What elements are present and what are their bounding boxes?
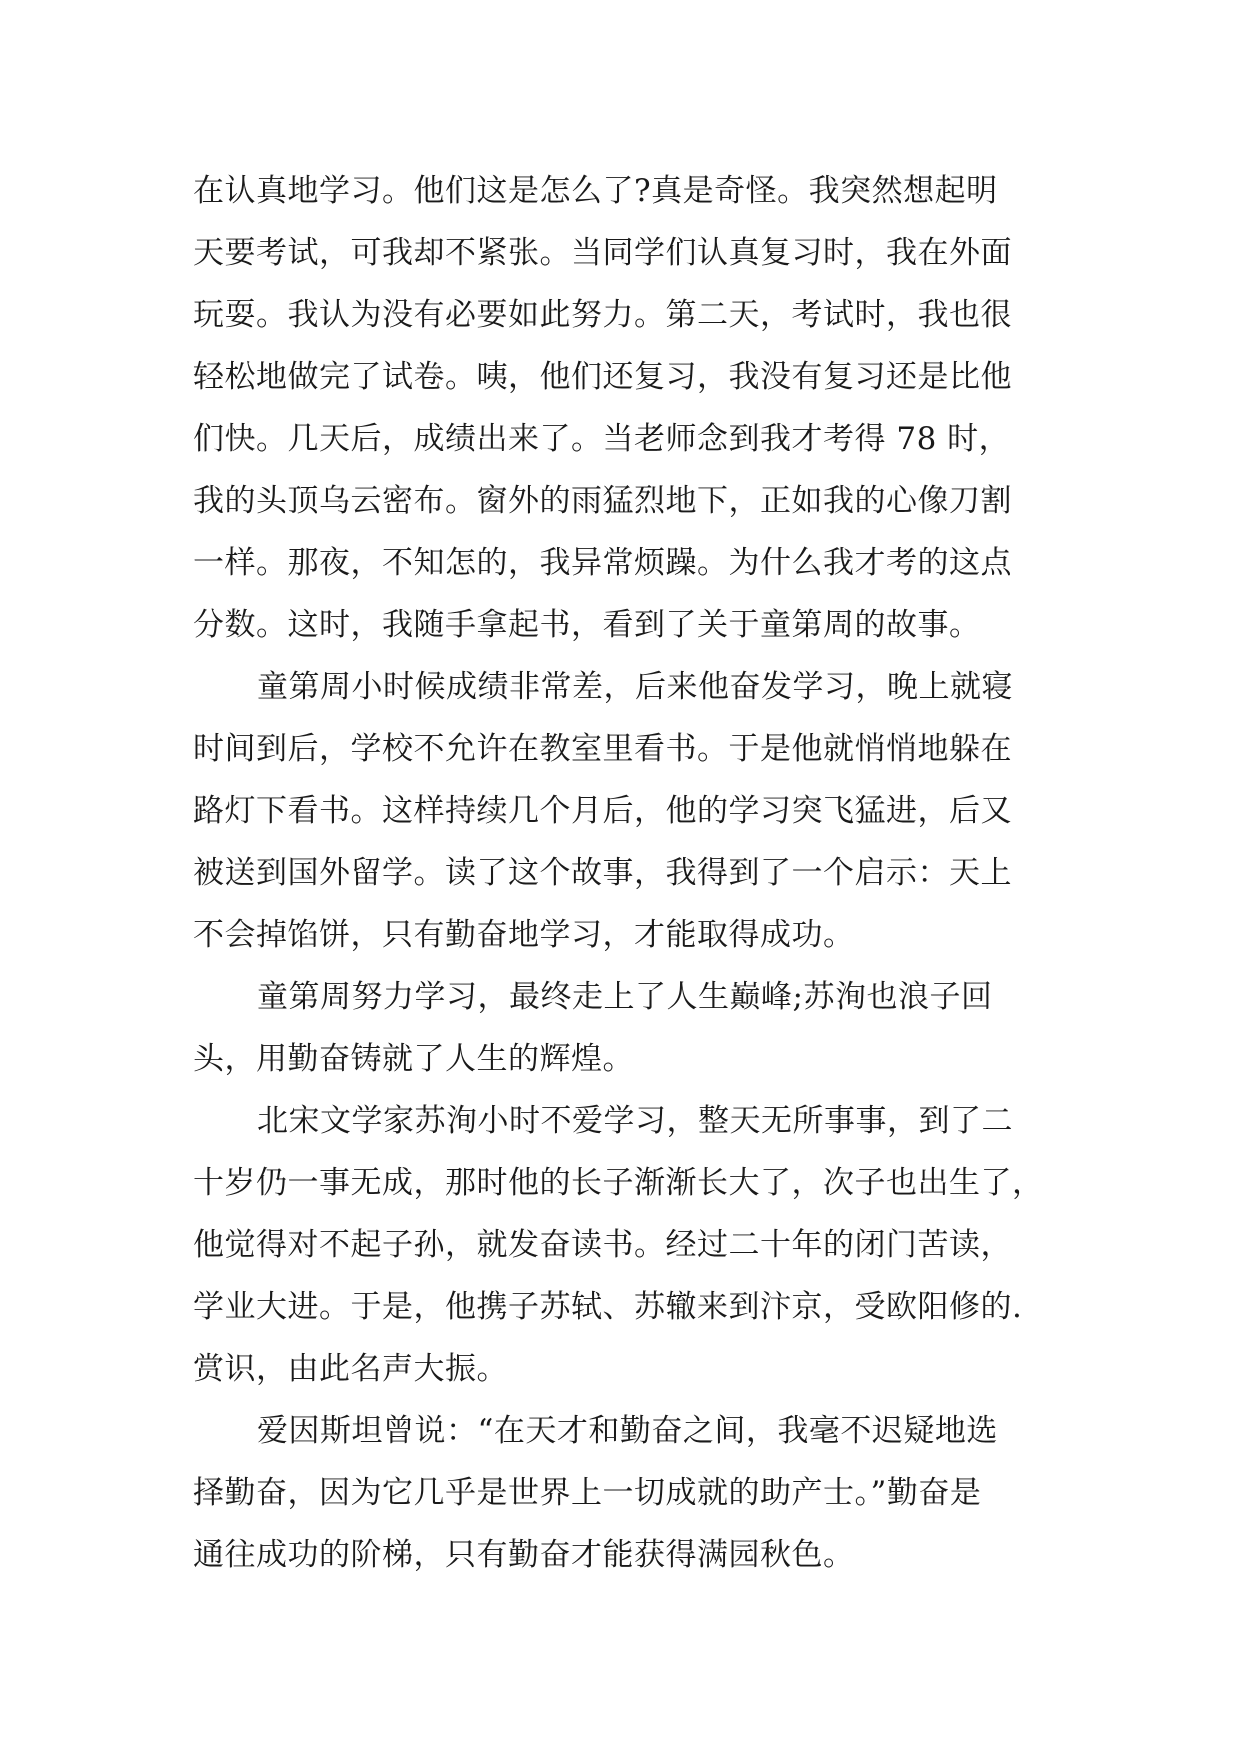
paragraph-start-line: 童第周努力学习，最终走上了人生巅峰;苏洵也浪子回 xyxy=(257,979,993,1015)
text-line: 我的头顶乌云密布。窗外的雨猛烈地下，正如我的心像刀割 xyxy=(193,483,1012,519)
text-line: 十岁仍一事无成，那时他的长子渐渐长大了，次子也出生了， xyxy=(193,1165,1044,1201)
text-line: 头，用勤奋铸就了人生的辉煌。 xyxy=(193,1041,634,1077)
text-line: 择勤奋，因为它几乎是世界上一切成就的助产士。”勤奋是 xyxy=(193,1475,982,1511)
text-line: 学业大进。于是，他携子苏轼、苏辙来到汴京，受欧阳修的. xyxy=(193,1289,1023,1325)
paragraph-start-line: 爱因斯坦曾说：“在天才和勤奋之间，我毫不迟疑地选 xyxy=(257,1413,998,1449)
text-line: 在认真地学习。他们这是怎么了?真是奇怪。我突然想起明 xyxy=(193,173,998,209)
paragraph-start-line: 北宋文学家苏洵小时不爱学习，整天无所事事，到了二 xyxy=(257,1103,1013,1139)
text-line: 通往成功的阶梯，只有勤奋才能获得满园秋色。 xyxy=(193,1537,855,1573)
text-line: 他觉得对不起子孙，就发奋读书。经过二十年的闭门苦读， xyxy=(193,1227,1012,1263)
text-line: 分数。这时，我随手拿起书，看到了关于童第周的故事。 xyxy=(193,607,981,643)
text-line: 轻松地做完了试卷。咦，他们还复习，我没有复习还是比他 xyxy=(193,359,1012,395)
text-line: 时间到后，学校不允许在教室里看书。于是他就悄悄地躲在 xyxy=(193,731,1012,767)
essay-body xyxy=(193,160,1073,1586)
text-line: 们快。几天后，成绩出来了。当老师念到我才考得 78 时， xyxy=(193,421,1011,457)
text-line: 路灯下看书。这样持续几个月后，他的学习突飞猛进，后又 xyxy=(193,793,1012,829)
paragraph-start-line: 童第周小时候成绩非常差，后来他奋发学习，晚上就寝 xyxy=(257,669,1013,705)
text-line: 天要考试，可我却不紧张。当同学们认真复习时，我在外面 xyxy=(193,235,1012,271)
text-line: 被送到国外留学。读了这个故事，我得到了一个启示：天上 xyxy=(193,855,1012,891)
text-line: 不会掉馅饼，只有勤奋地学习，才能取得成功。 xyxy=(193,917,855,953)
text-line: 赏识，由此名声大振。 xyxy=(193,1351,508,1387)
text-line: 一样。那夜，不知怎的，我异常烦躁。为什么我才考的这点 xyxy=(193,545,1012,581)
text-line: 玩耍。我认为没有必要如此努力。第二天，考试时，我也很 xyxy=(193,297,1012,333)
